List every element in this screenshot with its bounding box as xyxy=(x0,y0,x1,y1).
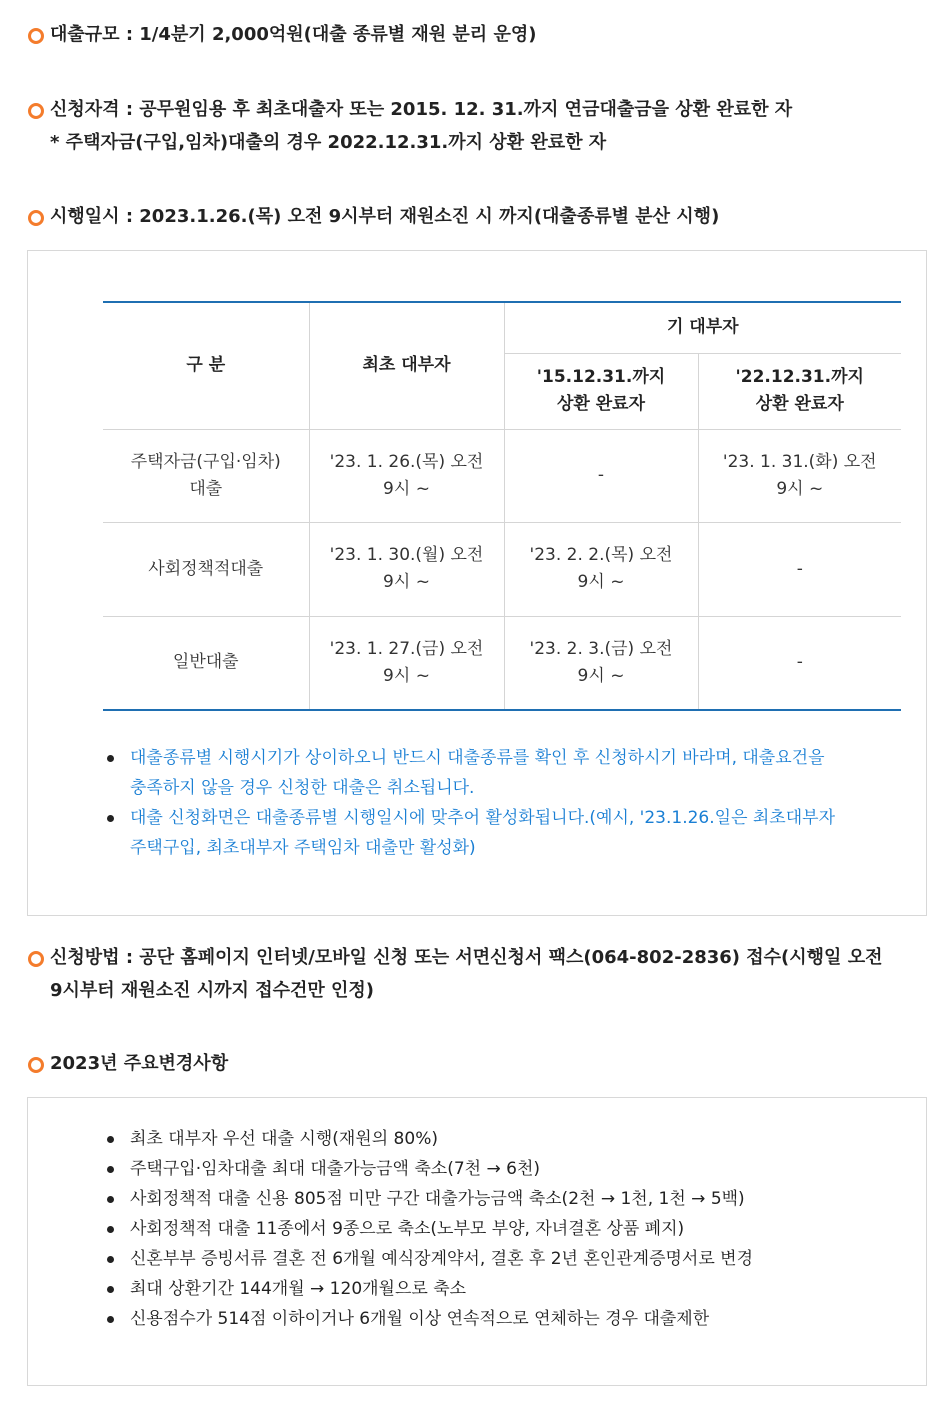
row-housing-repaid22-line2: 9시 ~ xyxy=(776,478,824,499)
changes-list xyxy=(104,1124,904,1334)
row-housing-repaid22 xyxy=(698,429,901,522)
row-housing-repaid15: - xyxy=(504,429,698,522)
orange-ring-bullet-icon xyxy=(28,103,44,119)
row-housing-first-line1: '23. 1. 26.(목) 오전 xyxy=(329,451,484,472)
row-general-name: 일반대출 xyxy=(103,616,309,710)
row-general-repaid15 xyxy=(504,616,698,710)
changes-title: 2023년 주요변경사항 xyxy=(50,1053,229,1074)
row-housing-first-line2: 9시 ~ xyxy=(383,478,430,499)
schedule-box xyxy=(27,250,927,916)
table-row xyxy=(103,429,901,522)
orange-ring-bullet-icon xyxy=(28,210,44,226)
eligibility-text: 신청자격 : 공무원임용 후 최초대출자 또는 2015. 12. 31.까지 연금대출금을 상환 완료한 자 xyxy=(50,99,793,120)
table-header-row xyxy=(103,302,901,353)
row-social-repaid15-line2: 9시 ~ xyxy=(577,572,625,592)
loan-scale-text: 대출규모 : 1/4분기 2,000억원(대출 종류별 재원 분리 운영) xyxy=(50,24,537,45)
header-repaid-2022-line1: '22.12.31.까지 xyxy=(735,367,864,387)
schedule-text: 시행일시 : 2023.1.26.(목) 오전 9시부터 재원소진 시 까지(대출종류별 분산 시행) xyxy=(50,206,720,227)
row-housing-name-line2: 대출 xyxy=(189,478,223,499)
list-item: 주택구입·임차대출 최대 대출가능금액 축소(7천 → 6천) xyxy=(104,1154,904,1184)
row-social-first-line1: '23. 1. 30.(월) 오전 xyxy=(329,545,484,565)
note-2-line2: 주택구입, 최초대부자 주택임차 대출만 활성화) xyxy=(130,838,476,858)
row-social-name: 사회정책적대출 xyxy=(103,522,309,616)
row-housing-repaid22-line1: '23. 1. 31.(화) 오전 xyxy=(722,451,877,472)
note-2-line1: 대출 신청화면은 대출종류별 시행일시에 맞추어 활성화됩니다.(예시, '23.1.26.일은 최초대부자 xyxy=(130,808,835,828)
row-social-repaid15 xyxy=(504,522,698,616)
note-1-line1: 대출종류별 시행시기가 상이하오니 반드시 대출종류를 확인 후 신청하시기 바라며, 대출요건을 xyxy=(130,748,825,768)
list-item: 사회정책적 대출 11종에서 9종으로 축소(노부모 부양, 자녀결혼 상품 폐지) xyxy=(104,1214,904,1244)
section-schedule xyxy=(28,200,928,233)
header-repaid-2015-line1: '15.12.31.까지 xyxy=(536,367,666,387)
section-eligibility xyxy=(28,93,928,159)
changes-box xyxy=(27,1097,927,1386)
orange-ring-bullet-icon xyxy=(28,28,44,44)
note-1-line2: 충족하지 않을 경우 신청한 대출은 취소됩니다. xyxy=(130,778,475,798)
list-item: 최초 대부자 우선 대출 시행(재원의 80%) xyxy=(104,1124,904,1154)
schedule-table xyxy=(103,301,901,711)
row-general-first-line2: 9시 ~ xyxy=(383,665,430,686)
schedule-notes-list xyxy=(104,743,884,863)
orange-ring-bullet-icon xyxy=(28,951,44,967)
row-housing-name-line1: 주택자금(구입·임차) xyxy=(130,451,281,472)
row-social-repaid15-line1: '23. 2. 2.(목) 오전 xyxy=(529,545,673,565)
header-repaid-2015-line2: 상환 완료자 xyxy=(556,394,646,414)
list-item: 신혼부부 증빙서류 결혼 전 6개월 예식장계약서, 결혼 후 2년 혼인관계증명서로 변경 xyxy=(104,1244,904,1274)
method-line1: 신청방법 : 공단 홈페이지 인터넷/모바일 신청 또는 서면신청서 팩스(064-802-2836) 접수(시행일 오전 xyxy=(50,947,883,968)
section-loan-scale xyxy=(28,18,928,51)
eligibility-note: * 주택자금(구입,임차)대출의 경우 2022.12.31.까지 상환 완료한 자 xyxy=(50,132,607,153)
row-general-first xyxy=(309,616,504,710)
row-general-first-line1: '23. 1. 27.(금) 오전 xyxy=(329,638,484,659)
header-first-borrower: 최초 대부자 xyxy=(309,302,504,429)
section-changes xyxy=(28,1047,928,1080)
row-general-repaid15-line1: '23. 2. 3.(금) 오전 xyxy=(529,638,673,659)
section-method xyxy=(28,941,928,1007)
row-housing-name xyxy=(103,429,309,522)
row-general-repaid15-line2: 9시 ~ xyxy=(577,665,625,686)
list-item: 신용점수가 514점 이하이거나 6개월 이상 연속적으로 연체하는 경우 대출제한 xyxy=(104,1304,904,1334)
table-row xyxy=(103,522,901,616)
header-repaid-2015 xyxy=(504,353,698,429)
table-row xyxy=(103,616,901,710)
orange-ring-bullet-icon xyxy=(28,1057,44,1073)
list-item xyxy=(104,803,884,863)
method-line2: 9시부터 재원소진 시까지 접수건만 인정) xyxy=(50,980,375,1001)
header-category: 구 분 xyxy=(103,302,309,429)
row-housing-first xyxy=(309,429,504,522)
list-item: 사회정책적 대출 신용 805점 미만 구간 대출가능금액 축소(2천 → 1천, 1천 → 5백) xyxy=(104,1184,904,1214)
row-social-first-line2: 9시 ~ xyxy=(383,572,430,592)
header-existing-borrower: 기 대부자 xyxy=(504,302,901,353)
row-social-repaid22: - xyxy=(698,522,901,616)
row-general-repaid22: - xyxy=(698,616,901,710)
list-item xyxy=(104,743,884,803)
header-repaid-2022-line2: 상환 완료자 xyxy=(755,394,844,414)
header-repaid-2022 xyxy=(698,353,901,429)
row-social-first xyxy=(309,522,504,616)
list-item: 최대 상환기간 144개월 → 120개월으로 축소 xyxy=(104,1274,904,1304)
